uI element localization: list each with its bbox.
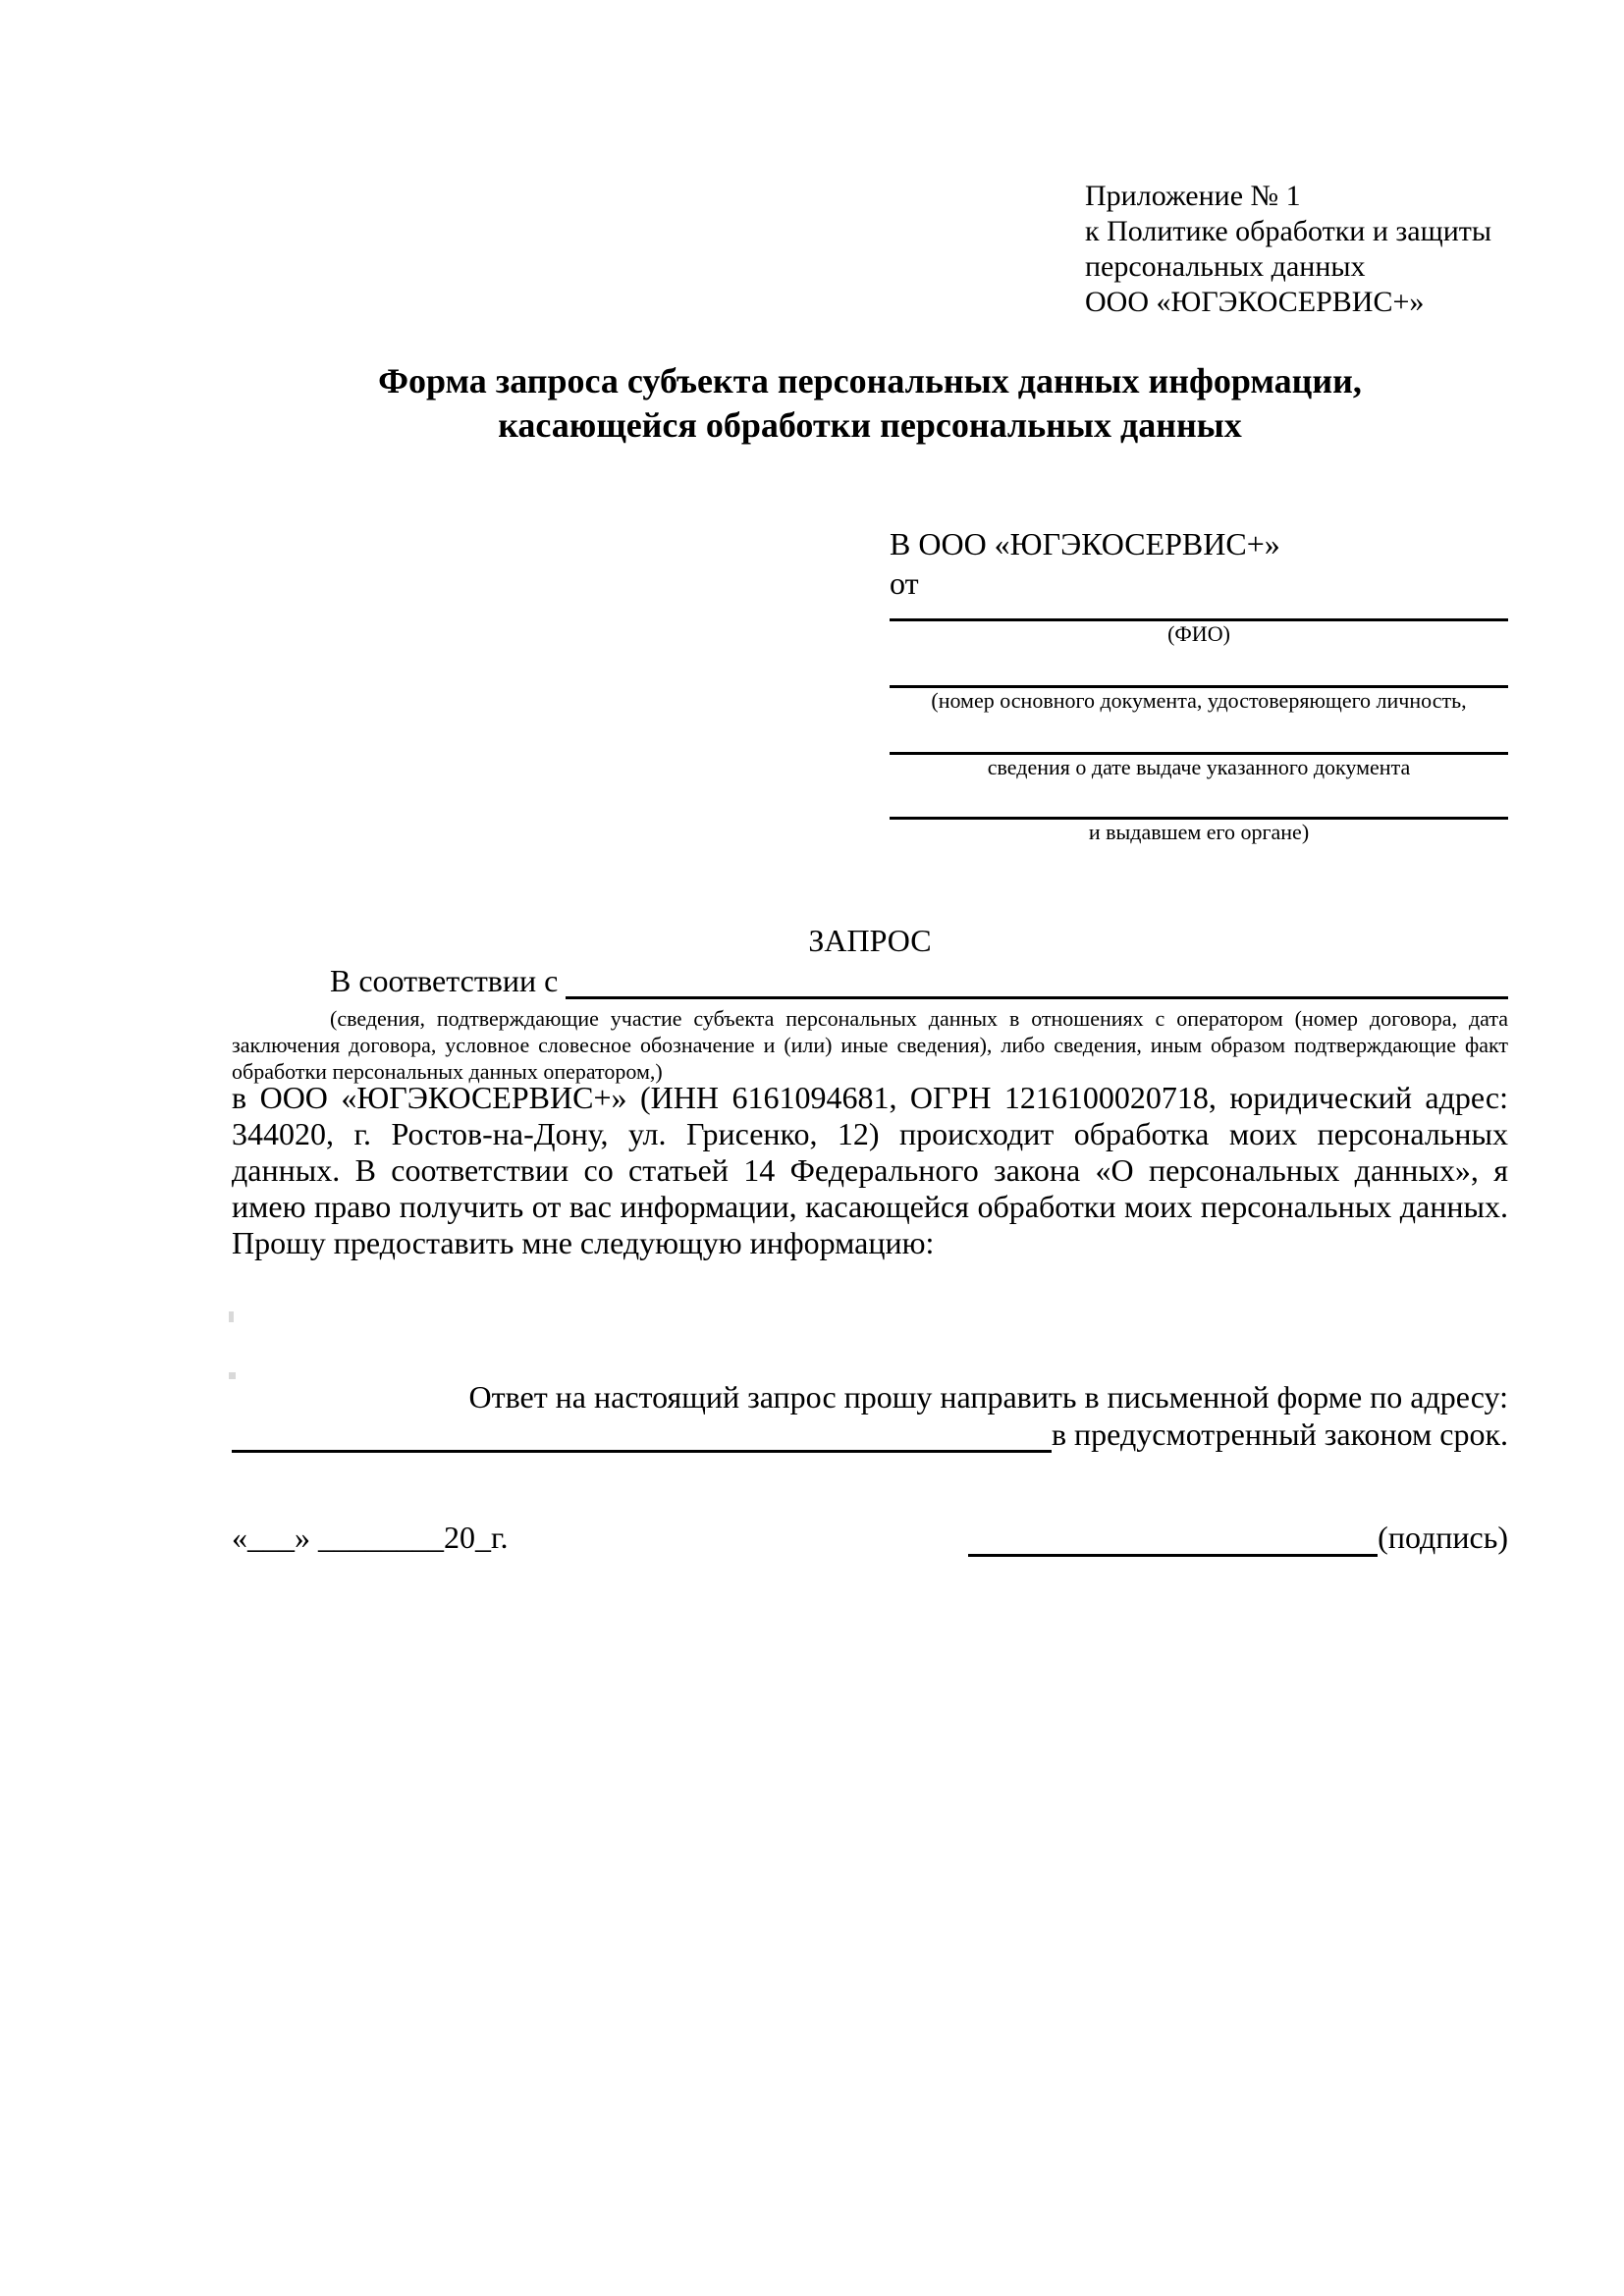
relation-details-blank-line xyxy=(566,962,1508,999)
request-body-paragraph: в ООО «ЮГЭКОСЕРВИС+» (ИНН 6161094681, ОГРН 1216100020718, юридический адрес: 344020, г. Ростов-на-Дону, ул. Грисенко, 12) происходит обработка моих персональных данных. В соответствии со статьей 14 Федерального закона «О персональных данных», я имею право получить от вас информации, касающейся обработки моих персональных данных. Прошу предоставить мне следующую информацию: xyxy=(232,1080,1508,1260)
fio-caption: (ФИО) xyxy=(1167,621,1230,646)
response-address-blank-line xyxy=(232,1415,1052,1453)
issue-date-caption: сведения о дате выдаче указанного документа xyxy=(987,755,1411,779)
response-address-row xyxy=(232,1415,1508,1453)
signature-caption: (подпись) xyxy=(1378,1520,1508,1555)
signature-group xyxy=(968,1518,1508,1557)
scan-artifact-mark xyxy=(229,1311,234,1322)
signature-blank-line xyxy=(968,1521,1378,1557)
document-number-blank-line xyxy=(890,646,1508,688)
response-address-block xyxy=(232,1378,1508,1453)
appendix-reference xyxy=(1085,179,1491,320)
appendix-line: ООО «ЮГЭКОСЕРВИС+» xyxy=(1085,286,1425,318)
addressee-from-label: от xyxy=(890,565,919,601)
signing-row xyxy=(232,1518,1508,1557)
date-blank: «___» ________20_г. xyxy=(232,1520,509,1555)
addressee-block xyxy=(890,524,1508,844)
fio-blank-line xyxy=(890,603,1508,621)
response-instruction: Ответ на настоящий запрос прошу направить в письменной форме по адресу: xyxy=(468,1379,1508,1415)
request-intro-prefix: В соответствии с xyxy=(330,963,559,998)
document-title xyxy=(232,359,1508,448)
appendix-line: Приложение № 1 xyxy=(1085,180,1301,212)
document-title-line: Форма запроса субъекта персональных данных информации, xyxy=(378,361,1362,400)
appendix-line: к Политике обработки и защиты xyxy=(1085,215,1492,247)
document-title-line: касающейся обработки персональных данных xyxy=(498,405,1242,445)
request-heading: ЗАПРОС xyxy=(808,923,932,958)
appendix-line: персональных данных xyxy=(1085,250,1366,283)
relation-details-caption: (сведения, подтверждающие участие субъекта персональных данных в отношениях с оператором (номер договора, дата заключения договора, условное словесное обозначение и (или) иные сведения), либо сведения, иным образом подтверждающие факт обработки персональных данных оператором,) xyxy=(232,1006,1508,1084)
issuing-authority-blank-line xyxy=(890,779,1508,820)
issue-date-blank-line xyxy=(890,713,1508,755)
issuing-authority-caption: и выдавшем его органе) xyxy=(1088,820,1310,844)
addressee-to: В ООО «ЮГЭКОСЕРВИС+» xyxy=(890,526,1280,561)
request-intro-row xyxy=(232,962,1508,999)
document-number-caption: (номер основного документа, удостоверяющего личность, xyxy=(931,688,1467,713)
response-instruction-suffix: в предусмотренный законом срок. xyxy=(1051,1416,1508,1452)
